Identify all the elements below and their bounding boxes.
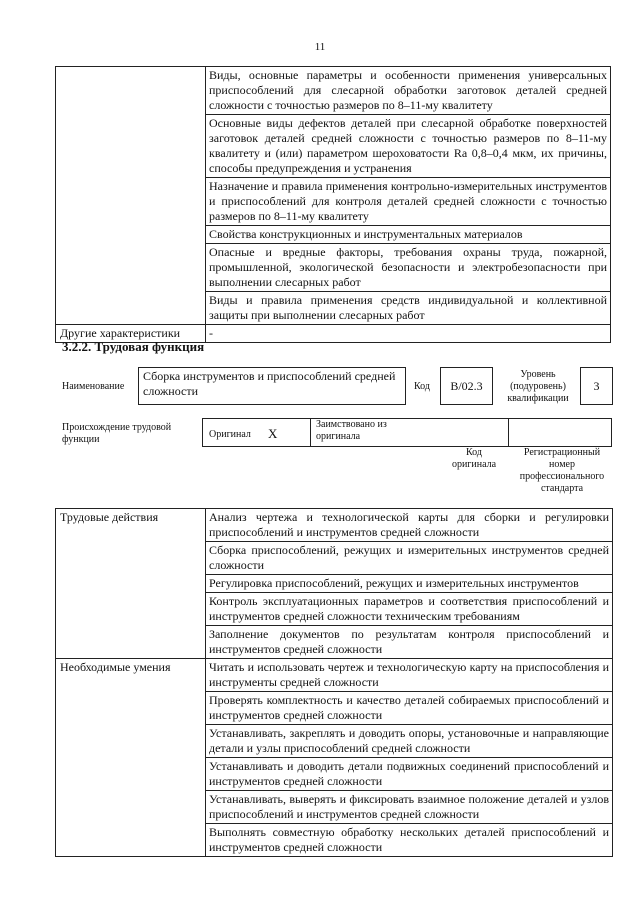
labor-function-table xyxy=(55,508,613,857)
other-characteristics-label: Другие характеристики xyxy=(56,325,206,343)
registration-caption: Регистрационный номер профессионального стандарта xyxy=(519,447,605,494)
table-cell: Устанавливать и доводить детали подвижных соединений приспособлений и инструментов средней сложности xyxy=(206,758,613,791)
function-name-box xyxy=(138,367,406,405)
table-cell: Контроль эксплуатационных параметров и соответствия приспособлений и инструментов средней сложности техническим требованиям xyxy=(206,593,613,626)
table-cell: Заполнение документов по результатам контроля приспособлений и инструментов средней сложности xyxy=(206,626,613,659)
code-label: Код xyxy=(414,381,430,392)
origin-divider xyxy=(508,418,509,447)
table-cell: Анализ чертежа и технологической карты для сборки и регулировки приспособлений и инструментов средней сложности xyxy=(206,509,613,542)
table-cell: Регулировка приспособлений, режущих и измерительных инструментов xyxy=(206,575,613,593)
page-number: 11 xyxy=(314,41,326,53)
qualification-level-box xyxy=(580,367,613,405)
name-label: Наименование xyxy=(62,381,125,392)
table-cell: Проверять комплектность и качество деталей собираемых приспособлений и инструментов средней сложности xyxy=(206,692,613,725)
function-code-box xyxy=(440,367,493,405)
table-row xyxy=(56,509,613,542)
group-label-actions: Трудовые действия xyxy=(56,509,206,659)
function-name: Сборка инструментов и приспособлений средней сложности xyxy=(143,369,396,398)
table-cell: Виды, основные параметры и особенности применения универсальных приспособлений для слесарной обработки заготовок деталей средней сложности с точностью размеров по 8–11-му квалитету xyxy=(206,67,611,115)
qualification-level: 3 xyxy=(593,379,600,393)
table-cell: Виды и правила применения средств индивидуальной и коллективной защиты при выполнении слесарных работ xyxy=(206,292,611,325)
group-label-skills: Необходимые умения xyxy=(56,659,206,857)
origin-label: Происхождение трудовой функции xyxy=(62,422,172,445)
table-cell: Устанавливать, закреплять и доводить опоры, установочные и направляющие детали и узлы приспособлений средней сложности xyxy=(206,725,613,758)
function-code: В/02.3 xyxy=(450,379,483,393)
table-cell: Свойства конструкционных и инструментальных материалов xyxy=(206,226,611,244)
qualification-level-label: Уровень (подуровень) квалификации xyxy=(507,369,569,404)
table-cell: Опасные и вредные факторы, требования охраны труда, пожарной, промышленной, экологической безопасности и электробезопасности при выполнении слесарных работ xyxy=(206,244,611,292)
table-row xyxy=(56,659,613,692)
borrowed-label: Заимствовано из оригинала xyxy=(316,419,387,442)
table-row xyxy=(56,67,611,115)
knowledge-table xyxy=(55,66,611,343)
original-label: Оригинал xyxy=(209,429,251,440)
row-label-cell xyxy=(56,67,206,325)
table-cell: Назначение и правила применения контрольно-измерительных инструментов и приспособлений для контроля деталей средней сложности с точностью размеров по 8–11-му квалитету xyxy=(206,178,611,226)
other-characteristics-value: - xyxy=(206,325,611,343)
table-cell: Основные виды дефектов деталей при слесарной обработке поверхностей заготовок деталей средней сложности с точностью размеров по 8–11-му квалитету и (или) параметром шероховатости Ra 0,8–0,4 мкм, их причины, способы предупреждения и устранения xyxy=(206,115,611,178)
table-cell: Читать и использовать чертеж и технологическую карту на приспособления и инструменты средней сложности xyxy=(206,659,613,692)
origin-divider xyxy=(310,418,311,447)
code-caption: Код оригинала xyxy=(451,447,497,470)
section-title: 3.2.2. Трудовая функция xyxy=(62,339,205,354)
table-cell: Устанавливать, выверять и фиксировать взаимное положение деталей и узлов приспособлений и инструментов средней сложности xyxy=(206,791,613,824)
table-cell: Выполнять совместную обработку нескольких деталей приспособлений и инструментов средней сложности xyxy=(206,824,613,857)
original-mark: X xyxy=(268,426,278,441)
table-cell: Сборка приспособлений, режущих и измерительных инструментов средней сложности xyxy=(206,542,613,575)
